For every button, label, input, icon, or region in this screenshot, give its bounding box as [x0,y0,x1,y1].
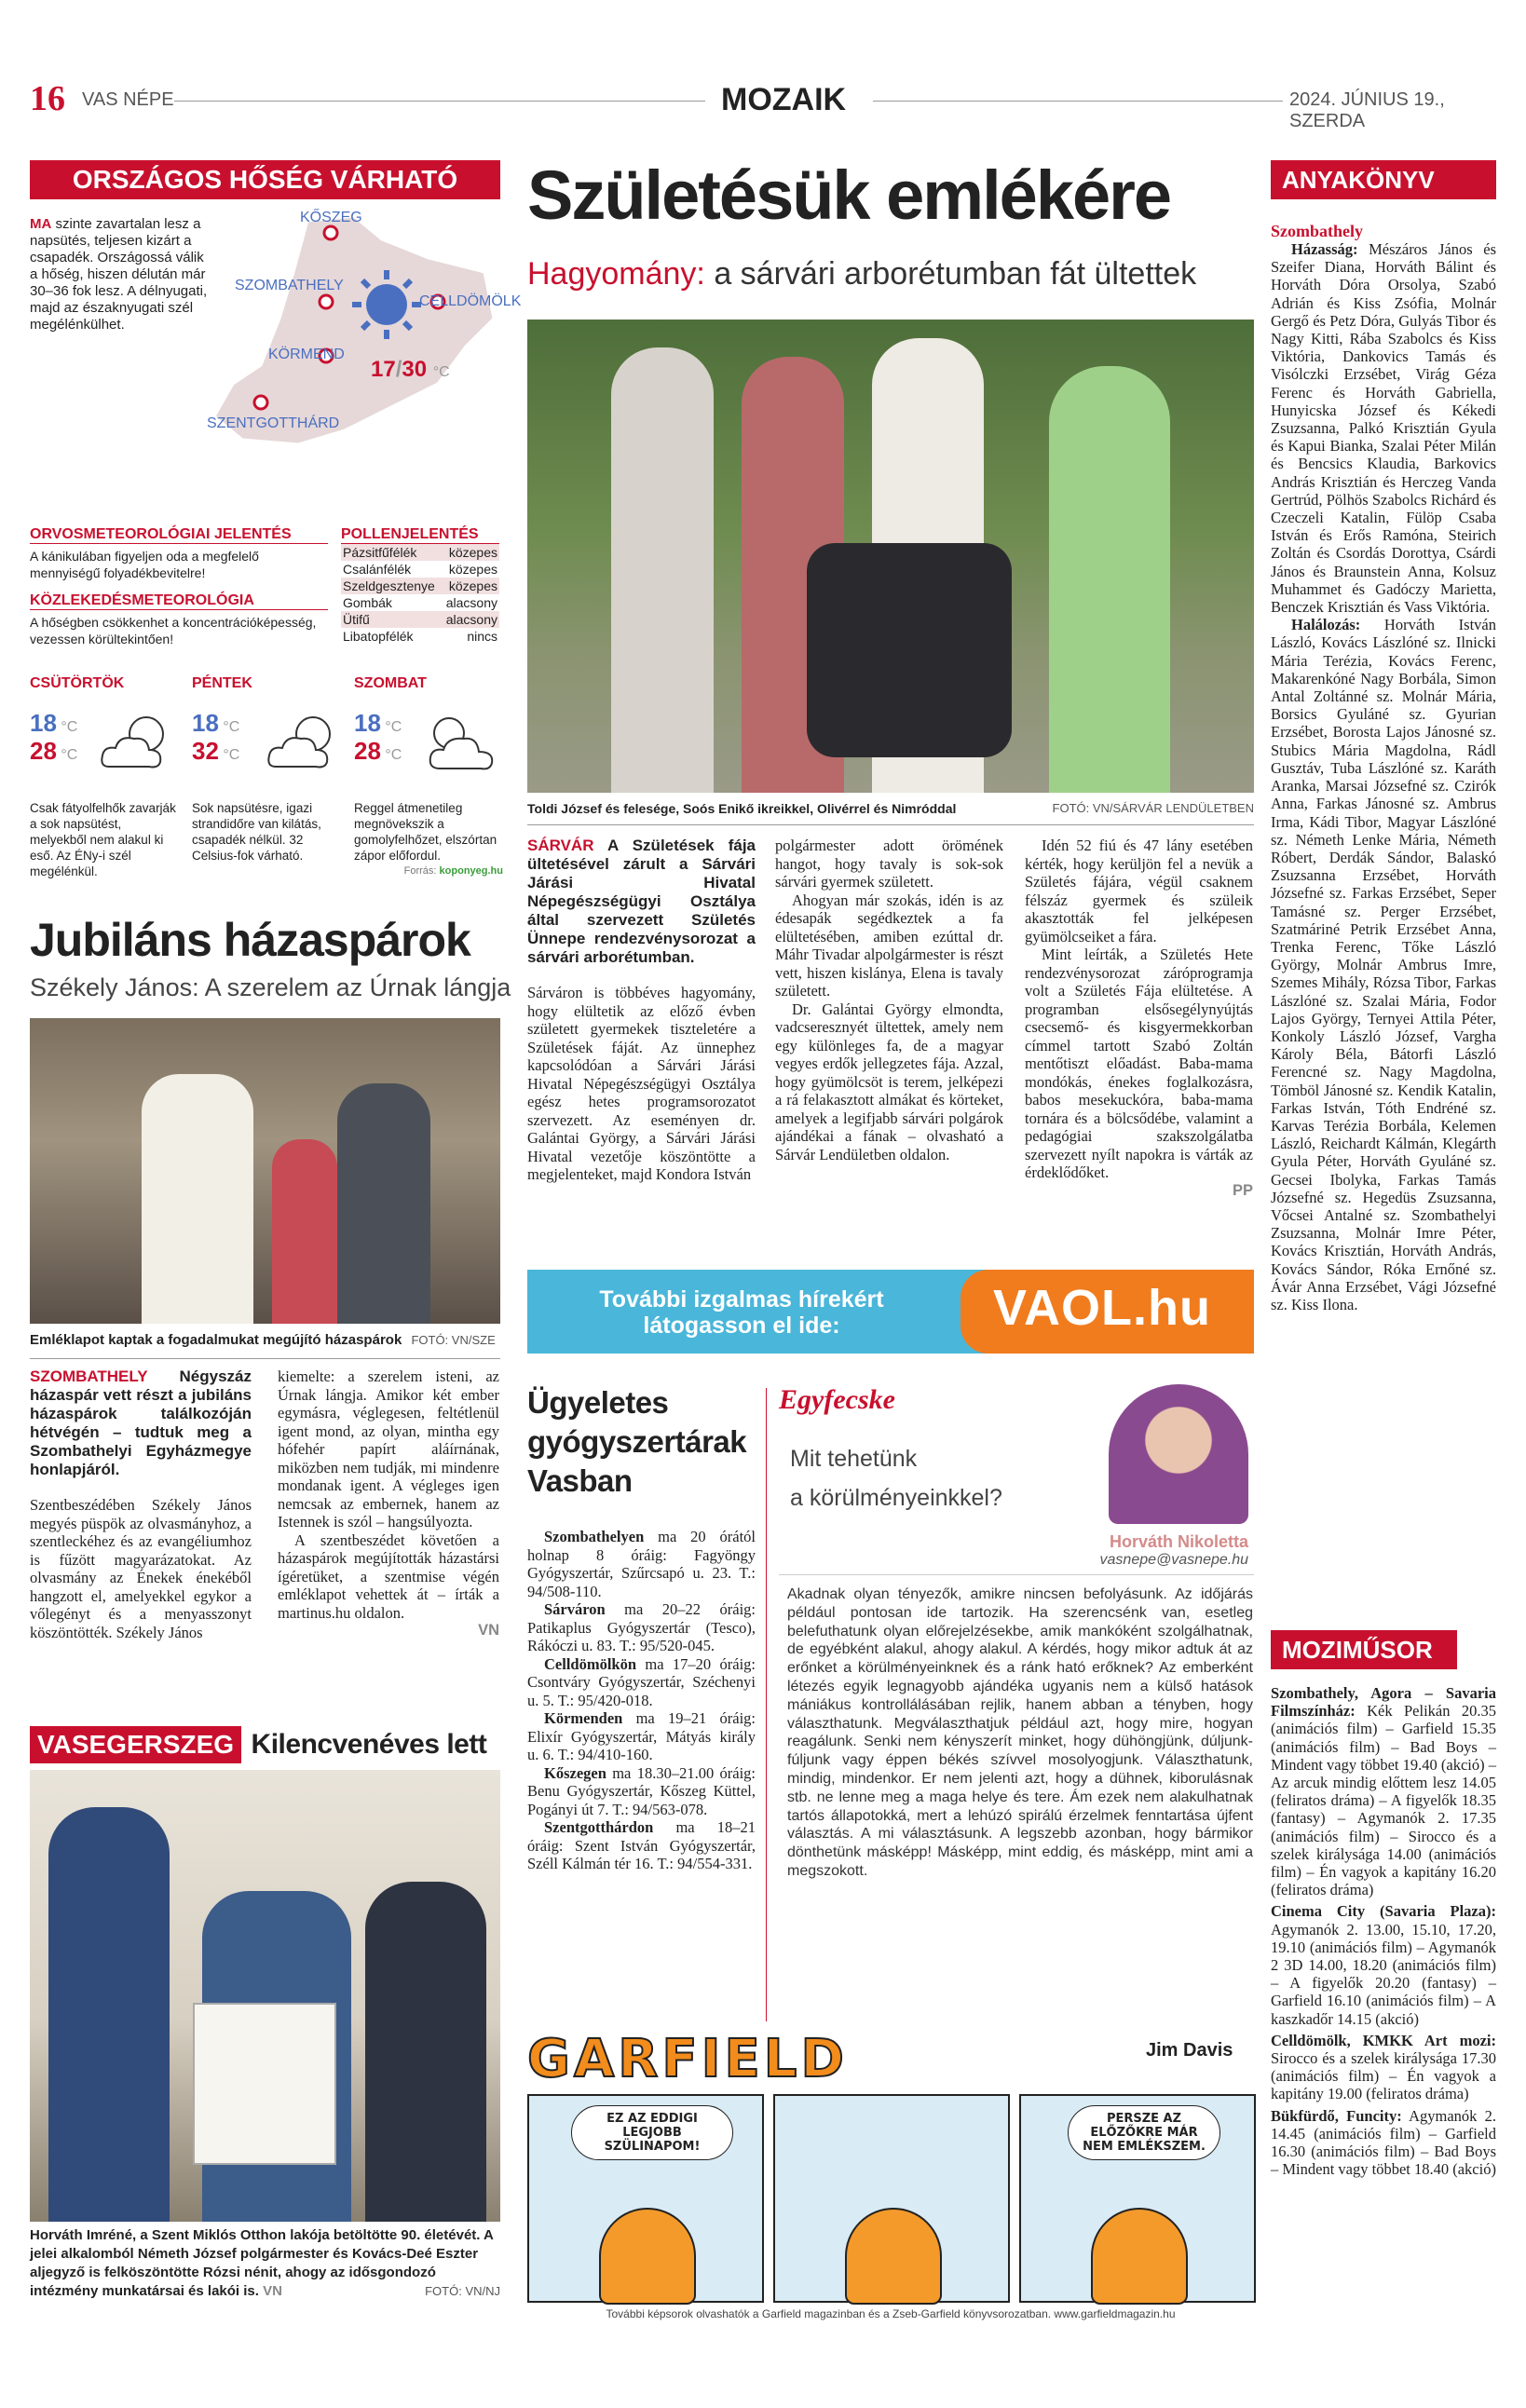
temp-low: 17 [371,357,396,382]
vaol-brand: VAOL.hu [993,1280,1211,1336]
pollen-table [341,544,499,645]
author-photo [1109,1384,1248,1524]
photo-credit: FOTÓ: VN/SZE [411,1333,496,1347]
signature: VN [478,1622,499,1639]
main-paragraph: Sárváron is többéves hagyomány, hogy elültetik az előző évben született gyermekek tiszteletére a Születések fáját. Az ünnephez kapcsolódóan a Sárvári Járási Hivatal Népegészségügyi Osztálya egész hetes programsorozatot szervezett. Az eseményen dr. Galántai György, a Sárvári Járási Hivatal vezetője köszöntötte a megjelenteket, majd Kondora István [527,984,756,1183]
kozlek-title: KÖZLEKEDÉSMETEOROLÓGIA [30,592,328,610]
town-koszeg: KŐSZEG [300,210,362,225]
vaol-banner[interactable] [527,1270,1254,1354]
pollen-title: POLLENJELENTÉS [341,526,499,544]
list-item: Cinema City (Savaria Plaza): Agymanók 2. 13.00, 15.10, 17.20, 19.10 (animációs film) – Agymanók 2 3D 14.00, 18.20 (animációs film) – A figyelők 20.20 (fantasy) – Garfield 16.10 (animációs film) – A kaszkadőr 14.15 (akció) [1271,1902,1496,2028]
jubi-paragraph: A szentbeszédet követően a házaspárok megújították házastársi ígéretüket, a szentmise végén emléklapot vehettek át – írták a martinus.hu oldalon. [278,1531,499,1622]
signature: PP [1232,1181,1253,1199]
table-row: Pázsitfűfélék közepes [343,545,497,560]
main-paragraph: Mint leírták, a Születés Hete rendezvénysorozat záróprogramja volt a Születés Fája elültetése. A programban elsősegélynyújtás csecsemő- és kisgyermekkorban címmel tartott Szabó Zoltán mentőtiszt előadást. Baba-mama mondókás, énekes foglalkozásra, babos mesekuckóra, baba-mama tornára és a bölcsődébe, valamint a pedagógiai szakszolgálatba szervezett nyílt napokra is várták az érdeklődőket. [1025,946,1253,1181]
anyakonyv-body [1271,240,1496,1313]
forecast-text: Reggel átmenetileg megnövekszik a gomolyfelhőzet, elszórtan zápor előfordul. [354,801,497,863]
main-divider [527,824,1254,825]
forecast-low: 18 [354,709,381,737]
forecast-day-1: CSÜTÖRTÖK 18 °C 28 °C Csak fátyolfelhők zavarják a sok napsütést, melyekből nem alakul ki eső. Az ÉNy-i szél megélénkül. [30,675,179,879]
pharm-list [527,1528,756,1873]
list-item: Celldömölkön ma 17–20 óráig: Csontváry Gyógyszertár, Széchenyi u. 5. T.: 95/420-018. [527,1654,756,1709]
vasegerszeg-title: Kilencvenéves lett [251,1729,487,1760]
header-rule-right [873,101,1283,102]
page-header [30,78,1502,131]
forecast-text: Sok napsütésre, igazi strandidőre van kilátás, csapadék nélkül. 32 Celsius-fok várható. [192,801,321,863]
hazassag-list: Mészáros János és Szeifer Diana, Horváth Bálint és Horváth Dóra Orsolya, Szabó Adrián és Kiss Zsófia, Molnár Gergő és Petz Dóra, Gulyás Tibor és Nagy Kitti, Rába Szabolcs és Kiss Viktória, Dankovics Tamás és Visólczki Erzsébet, Virág Géza Ferenc és Horváth Gabriella, Hunyicska József és Kékedi Zsuzsanna, Palkó Krisztián Gyula és Kapui Bianka, Szalai Péter Milán és Bencsics Klaudia, Barkovics András Krisztián és Herczeg Vanda Gertrúd, Pölhös Szabolcs Richárd és Czeczeli Katalin, Fülöp Csaba István és Erős Ramóna, Steirich Zoltán és Csordás Dorottya, Csárdi János és Braunstein Anna, Kolsuz Muhammet és Gadóczy Marietta, Benczek Krisztián és Vass Viktória. [1271,240,1497,617]
vasegerszeg-caption: Horváth Imréné, a Szent Miklós Otthon lakója betöltötte 90. életévét. A jelei alkalomból Németh József polgármester és Kovács-Deé Eszter aljegyző is felköszöntötte Rózsi nénit, ahogy az idősgondozó intézmény munkatársai és lakói is. VN FOTÓ: VN/NJ [30,2227,500,2299]
jubi-col2 [278,1367,499,1640]
column-divider [766,1388,767,2021]
forecast-day-3: SZOMBAT 18 °C 28 °C Reggel átmenetileg megnövekszik a gomolyfelhőzet, elszórtan zápor előfordul. Forrás: koponyeg.hu [354,675,503,877]
photo-credit: FOTÓ: VN/SÁRVÁR LENDÜLETBEN [1052,801,1254,815]
pollen-box [341,526,499,645]
photo-credit: FOTÓ: VN/NJ [425,2284,500,2298]
heat-temps: 17/30 °C [371,357,450,382]
list-item: Sárváron ma 20–22 óráig: Patikaplus Gyógyszertár (Tesco), Rákóczi u. 83. T.: 95/520-045. [527,1600,756,1654]
pharm-title: Ügyeletes gyógyszertárak Vasban [527,1385,747,1498]
forecast-low: 18 [30,709,57,737]
comic-strip [527,2094,1254,2301]
egyfecske-title: Egyfecske [779,1384,895,1415]
garfield-footer: További képsorok olvashatók a Garfield magazinban és a Zseb-Garfield könyvsorozatban. www.garfieldmagazin.hu [606,2307,1176,2320]
jubi-paragraph: Szentbeszédében Székely János megyés püspök az olvasmányhoz, a szentleckéhez és az evangéliumhoz is fűzött magyarázatokat. Az olvasmány az Énekek énekéből hangzott el, amelyekkel egykor a vőlegényt és a menyasszonyt köszöntötték. Székely János [30,1496,252,1641]
list-item: Szombathely, Agora – Savaria Filmszínház: Kék Pelikán 20.35 (animációs film) – Garfield 15.35 (animációs film) – Bad Boys – Mindent vagy többet 19.40 (akció) – Az arcuk mindig előttem lesz 14.05 (feliratos dráma) – A figyelők 18.35 (fantasy) – Agymanók 2. 17.35 (animációs film) – Sirocco és a szelek királysága 14.00 (animációs film) – Én vagyok a kapitány 16.20 (feliratos dráma) [1271,1684,1497,1899]
temp-unit: °C [432,364,450,380]
main-paragraph: Ahogyan már szokás, idén is az édesapák segédkeztek a fa elültetésében, amiben ezúttal dr. Máhr Tivadar alpolgármester is részt vett, hiszen kislánya, Elena is tavaly született. [775,891,1003,1000]
temp-high: 30 [402,357,428,382]
orvos-text: A kánikulában figyeljen oda a megfelelő mennyiségű folyadékbevitelre! [30,549,259,580]
heat-text [30,216,211,333]
comic-panel-1 [527,2094,764,2303]
forecast-row [30,675,503,880]
garfield-icon [599,2208,696,2305]
heat-body: szinte zavartalan lesz a napsütés, teljesen kizárt a csapadék. Országossá válik a hőség, hiszen délután már 30–36 fok lesz. A délnyugati, majd az északnyugati szél megélénkülhet. [30,216,208,333]
speech-bubble: EZ AZ EDDIGI LEGJOBB SZÜLINAPOM! [571,2105,733,2160]
hazassag-label: Házasság: [1291,240,1358,258]
jubi-subtitle: Székely János: A szerelem az Úrnak lángja [30,973,511,1001]
partly-cloudy-icon [262,711,346,776]
speech-bubble: PERSZE AZ ELŐZŐKRE MÁR NEM EMLÉKSZEM. [1068,2105,1220,2160]
anyakonyv-title: ANYAKÖNYV [1271,160,1496,199]
list-item: Bükfürdő, Funcity: Agymanók 2. 14.45 (animációs film) – Garfield 16.30 (animációs film) – Bad Boys – Mindent vagy többet 18.40 (akció) [1271,2106,1497,2179]
anyakonyv-town: Szombathely [1271,222,1363,240]
page-number: 16 [30,79,65,118]
town-szentgotthard: SZENTGOTTHÁRD [207,415,340,431]
jubi-title: Jubiláns házaspárok [30,914,470,966]
section-title: MOZAIK [721,82,847,117]
jubi-paragraph: kiemelte: a szerelem isteni, az Úrnak lángja. Amikor két ember egymásra, véglegesen, feltétlenül igent mond, az olyan, mintha egy hófehér papírt aláírnának, miközben nem tudják, mi mindenre mondanak igent. A végleges igen nemcsak az embernek, hanem az Istennek is szól – hangsúlyozta. [278,1367,499,1531]
vaol-text: További izgalmas hírekért látogasson el ide: [599,1286,884,1339]
egyfecske-rule [779,1574,1254,1575]
forecast-source-logo: koponyeg.hu [439,865,503,877]
halalozas-list: Horváth István László, Kovács Lászlóné sz. Ilnicki Mária Terézia, Kovács Ferenc, Makarenkóné Nagy Borbála, Simon Antal Zoltánné sz. Molnár Mária, Borsics Gyuláné sz. Gyurian Erzsébet, Borosta Lajos Jánosné sz. Stubics Mária Magdolna, Rádl Gusztáv, Tuba Lászlóné sz. Karáth Aranka, Marsai Józsefné sz. Czirók Anna, Farkas Jánosné sz. Ambrus Irma, Kádi Tibor, Magyar Lászlóné sz. Németh Lenke Mária, Németh Róbert, Derdák Sándor, Balaskó Zsuzsanna Erzsébet, Horváth Józsefné sz. Farkas Erzsébet, Seper Tamásné sz. Perger Erzsébet, Szatmáriné Petrik Erzsébet Anna, Trenka Ferenc, Tőke László György, Molnár Ambrus Imre, Szemes Mihály, Rózsa Tibor, Farkas Lászlóné sz. Szalai Mária, Fodor Lajos György, Ternyei Attila Péter, Konkoly László József, Vargha Károly Béla, Bátorfi László Ferencné sz. Nagy Magdolna, Tömböl Jánosné sz. Kendik Katalin, Farkas István, Tóth Endréné sz. Karvas Terézia Borbála, Kelemen László, Reichardt Kálmán, Klegárth Gyula Péter, Horváth Gyuláné sz. Gecsei Ibolyka, Farkas Tamás Józsefné sz. Hegedüs Zsuzsanna, Vőcsei Antalné sz. Szombathelyi Zsuzsanna, Molnár Imre Péter, Kovács Krisztián, Horváth András, Kovács Sándor, Róka Ernőné sz. Ávár Anna Erzsébet, Vági Józsefné sz. Kiss Ilona. [1271,616,1496,1313]
list-item: Celldömölk, KMKK Art mozi: Sirocco és a szelek királysága 17.30 (animációs film) – Én vagyok a kapitány 19.00 (feliratos dráma) [1271,2031,1496,2103]
forecast-low: 18 [192,709,219,737]
table-row: Gombák alacsony [343,595,497,610]
egyfecske-text: Akadnak olyan tényezők, amikre nincsen befolyásunk. Az időjárás például pontosan ide tartozik. Ha szerencsénk van, esetleg belefuthatunk olyan előrejelzésekbe, amik mankóként szolgálhatnak, de egyébként alakul, ahogy alakul. A kérdés, hogy mikor adtuk át az erőnket a körülményeinknek és a ránk ható erőknek? Az emberként létezés egyik legnagyobb ajándéka ugyanis nem a külső hatások mániákus kontrollálásában rejlik, hanem abban a tényben, hogy választhatunk. Megválaszthatjuk például azt, hogy mire, hogyan reagálunk. Senki nem kényszerít minket, hogy dühöngjünk, dúljunk-fúljunk vagy éppen békés szívvel mosolyogjunk. Választhatunk, mindig, mindenkor. Er nem jelenti azt, hogy a dühnek, kiborulásnak stb. ne lenne meg a maga helye és tere. Ám ezek nem alakulhatnak tartós állapotokká, mert a lehúzó spirálú érzelmek fenntartása újfent választás. A mi választásunk. A legszebb azonban, hogy bármikor dönthetünk másképp! Másképp, mint eddig, és másképp, mint ami a megszokott. [787,1586,1253,1879]
forecast-high: 32 [192,737,219,765]
vasegerszeg-place: VASEGERSZEG [30,1726,241,1763]
orvos-box [30,526,328,647]
jubi-divider [30,1358,500,1359]
forecast-high: 28 [30,737,57,765]
main-kicker: Hagyomány: [527,256,705,292]
list-item: Szombathelyen ma 20 órától holnap 8 óráig: Fagyöngy Gyógyszertár, Szűrcsapó u. 23. T.: 94/508-110. [527,1528,756,1600]
egyfecske-author: Horváth Nikoletta vasnepe@vasnepe.hu [1099,1532,1248,1568]
main-caption: Toldi József és felesége, Soós Enikő ikreikkel, Olivérrel és Nimróddal FOTÓ: VN/SÁRVÁR LENDÜLETBEN [527,801,1254,816]
main-subtitle: Hagyomány: a sárvári arborétumban fát ültettek [527,256,1197,292]
table-row: Szeldgesztenye közepes [343,578,497,593]
main-paragraph: Dr. Galántai György elmondta, vadcseresznyét ültettek, amely nem egy különleges fa, de a magyar vegyes erdők jellegzetes fája. Azzal, hogy gyümölcsöt is terem, jelképezi a rá felakasztott almákat és körteket, amelyek a legifjabb sárvári polgárok ajándékai a fának – olvasható a Sárvár Lendületben oldalon. [775,1000,1003,1163]
egyfecske-question: Mit tehetünk a körülményeinkkel? [790,1446,1002,1511]
forecast-day-label: CSÜTÖRTÖK [30,675,125,691]
heat-title: ORSZÁGOS HŐSÉG VÁRHATÓ [30,160,500,199]
town-celldomolk: CELLDÖMÖLK [419,293,522,309]
main-col2 [775,837,1003,1163]
comic-panel-2 [773,2094,1010,2303]
page-date: 2024. JÚNIUS 19., SZERDA [1289,89,1445,131]
main-photo [527,320,1254,793]
forecast-text: Csak fátyolfelhők zavarják a sok napsütést, melyekből nem alakul ki eső. Az ÉNy-i szél megélénkül. [30,801,176,878]
main-col3 [1025,837,1253,1200]
garfield-author: Jim Davis [1146,2040,1233,2061]
jubi-photo [30,1018,500,1324]
jubi-lead-loc: SZOMBATHELY [30,1367,148,1385]
partly-cloudy-icon [95,711,179,776]
forecast-day-2: PÉNTEK 18 °C 32 °C Sok napsütésre, igazi strandidőre van kilátás, csapadék nélkül. 32 Celsius-fok várható. [192,675,341,864]
jubi-col1: SZOMBATHELY Négyszáz házaspár vett részt a jubiláns házaspárok találkozóján hétvégén – tudtuk meg a Szombathelyi Egyházmegye honlapjáról. Szentbeszédében Székely János megyés püspök az olvasmányhoz, a szentleckéhez és az evangéliumhoz is fűzött magyarázatokat. Az olvasmány az Énekek énekéből hangzott el, amelyekkel egykor a vőlegényt és a menyasszonyt köszöntötték. Székely János [30,1367,252,1641]
garfield-logo: GARFIELD [527,2029,848,2089]
paper-name: VAS NÉPE [82,89,174,110]
heat-lead: MA [30,216,52,232]
vasegerszeg-header [30,1726,500,1763]
main-lead-loc: SÁRVÁR [527,837,594,854]
table-row: Libatopfélék nincs [343,629,497,644]
forecast-day-label: SZOMBAT [354,675,427,691]
main-paragraph: polgármester adott örömének hangot, hogy tavaly is sok-sok sárvári gyermek született. [775,837,1003,891]
table-row: Ütifű alacsony [343,612,497,627]
comic-panel-3 [1019,2094,1256,2303]
town-szombathely: SZOMBATHELY [235,278,344,293]
mozi-title: MOZIMŰSOR [1271,1630,1457,1669]
list-item: Körmenden ma 19–21 óráig: Elixír Gyógyszertár, Mátyás király u. 6. T.: 94/410-160. [527,1709,756,1763]
cloudy-sun-icon [421,711,505,776]
signature: VN [263,2283,282,2299]
forecast-source: Forrás: koponyeg.hu [403,865,503,877]
garfield-icon [845,2208,942,2305]
orvos-title: ORVOSMETEOROLÓGIAI JELENTÉS [30,526,328,544]
garfield-icon [1091,2208,1188,2305]
jubi-caption: Emléklapot kaptak a fogadalmukat megújító házaspárok FOTÓ: VN/SZE [30,1332,496,1348]
forecast-high: 28 [354,737,381,765]
halalozas-label: Halálozás: [1291,616,1361,634]
main-paragraph: Idén 52 fiú és 47 lány esetében kérték, hogy kerüljön fel a nevük a Születés fájára, végül csaknem félszáz gyermek és szüleik akasztották fel jelképesen gyümölcseiket a fára. [1025,837,1253,946]
main-title: Születésük emlékére [527,156,1171,234]
forecast-day-label: PÉNTEK [192,675,252,691]
table-row: Csalánfélék közepes [343,562,497,577]
main-col1: SÁRVÁR A Születések fája ültetésével zárult a Sárvári Járási Hivatal Népegészségügyi Osztálya által szervezett Születés Ünnepe rendezvénysorozat a sárvári arborétumban. Sárváron is többéves hagyomány, hogy elültetik az előző évben született gyermekek tiszteletére a Születések fáját. Az ünnephez kapcsolódóan a Sárvári Járási Hivatal Népegészségügyi Osztálya egész hetes programsorozatot szervezett. Az eseményen dr. Galántai György, a Sárvári Járási Hivatal vezetője köszöntötte a megjelenteket, majd Kondora István [527,837,756,1183]
header-rule-left [174,101,705,102]
kozlek-text: A hőségben csökkenhet a koncentrációképesség, vezessen körültekintően! [30,615,317,646]
town-kormend: KÖRMEND [268,347,345,362]
vasegerszeg-photo [30,1770,500,2222]
mozi-body [1271,1684,1496,2178]
list-item: Kőszegen ma 18.30–21.00 óráig: Benu Gyógyszertár, Kőszeg Küttel, Pogányi út 7. T.: 94/563-078. [527,1763,756,1818]
list-item: Szentgotthárdon ma 18–21 óráig: Szent István Gyógyszertár, Széll Kálmán tér 16. T.: 94/554-331. [527,1818,756,1872]
